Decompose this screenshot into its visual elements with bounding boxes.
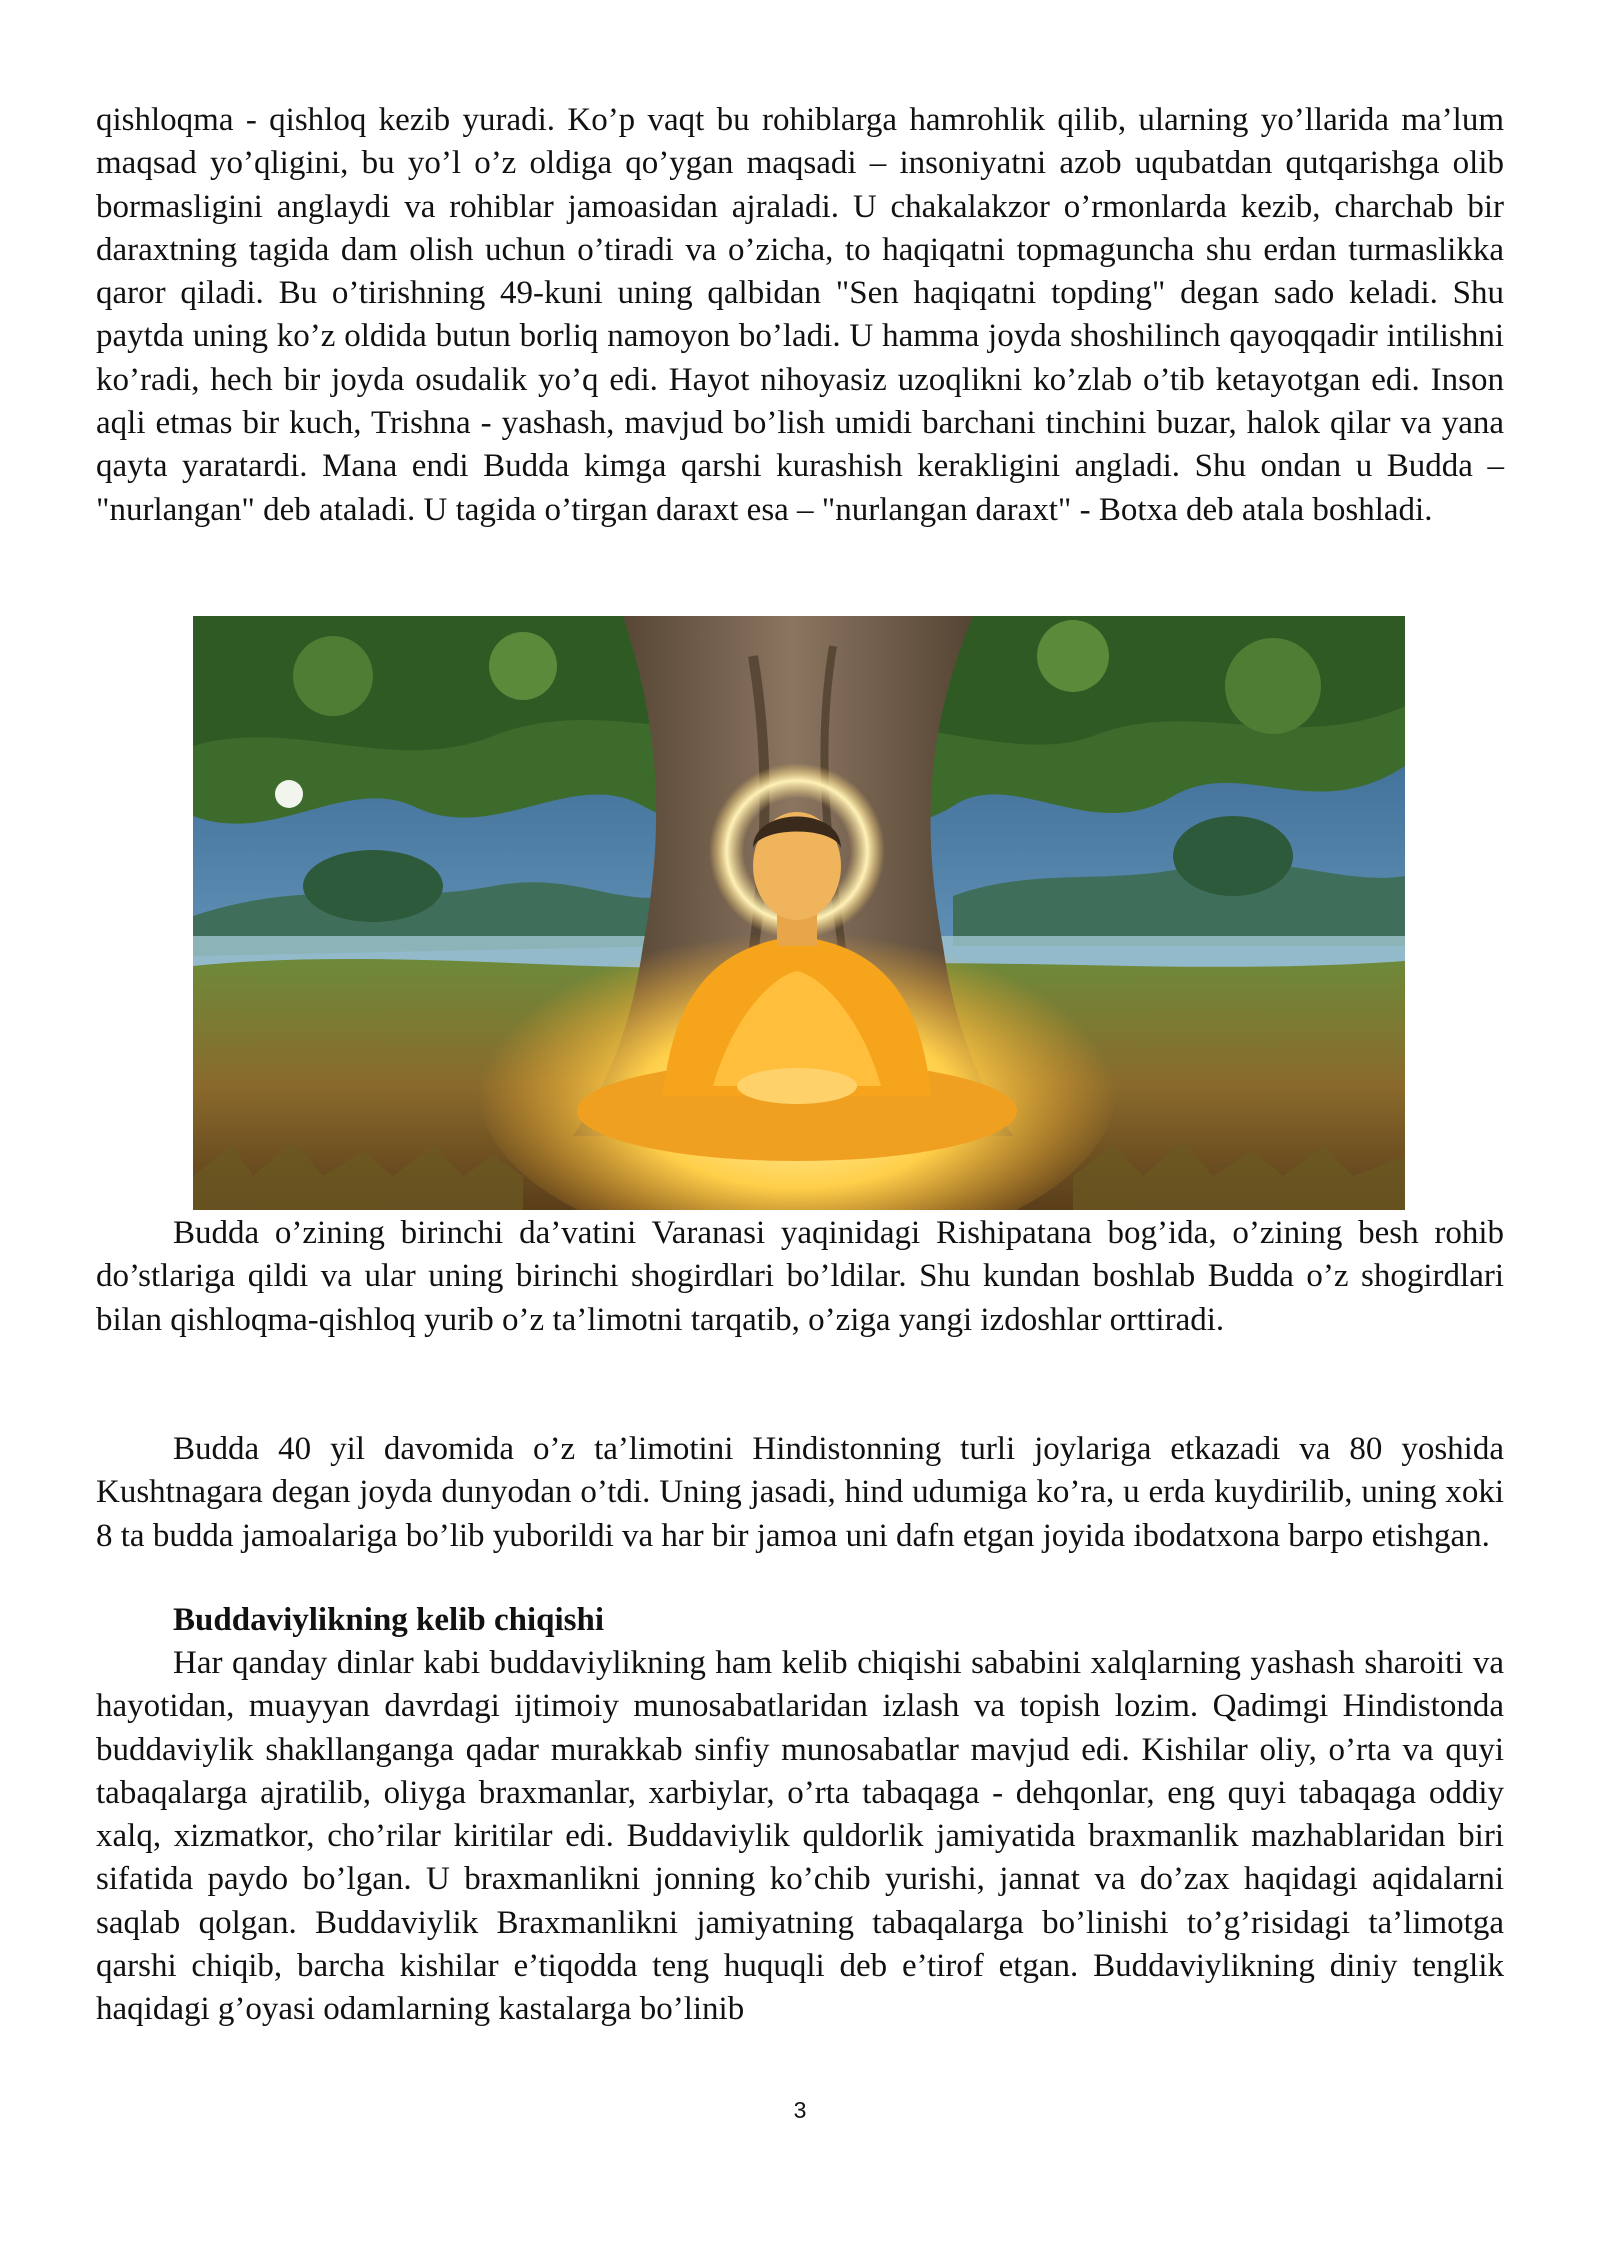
paragraph-3: Budda 40 yil davomida o’z ta’limotini Hindistonning turli joylariga etkazadi va 80 yoshida Kushtnagara degan joyda dunyodan o’tdi. Uning jasadi, hind udumiga ko’ra, u erda kuydirilib, uning xoki 8 ta budda jamoalariga bo’lib yuborildi va har bir jamoa uni dafn etgan joyida ibodatxona barpo etishgan.: [96, 1431, 1504, 1554]
paragraph-2: Budda o’zining birinchi da’vatini Varanasi yaqinidagi Rishipatana bog’ida, o’zining besh rohib do’stlariga qildi va ular uning birinchi shogirdlari bo’ldilar. Shu kundan boshlab Budda o’z shogirdlari bilan qishloqma-qishloq yurib o’z ta’limotni tarqatib, o’ziga yangi izdoshlar orttiradi.: [96, 1215, 1504, 1338]
paragraph-1: qishloqma - qishloq kezib yuradi. Ko’p vaqt bu rohiblarga hamrohlik qilib, ularning yo’llarida ma’lum maqsad yo’qligini, bu yo’l o’z oldiga qo’ygan maqsadi – insoniyatni azob uqubatdan qutqarishga olib bormasligini anglaydi va rohiblar jamoasidan ajraladi. U chakalakzor o’rmonlarda kezib, charchab bir daraxtning tagida dam olish uchun o’tiradi va o’zicha, to haqiqatni topmaguncha shu erdan turmaslikka qaror qiladi. Bu o’tirishning 49-kuni uning qalbidan "Sen haqiqatni topding" degan sado keladi. Shu paytda uning ko’z oldida butun borliq namoyon bo’ladi. U hamma joyda shoshilinch qayoqqadir intilishni ko’radi, hech bir joyda osudalik yo’q edi. Hayot nihoyasiz uzoqlikni ko’zlab o’tib ketayotgan edi. Inson aqli etmas bir kuch, Trishna - yashash, mavjud bo’lish umidi barchani tinchini buzar, halok qilar va yana qayta yaratardi. Mana endi Budda kimga qarshi kurashish kerakligini angladi. Shu ondan u Budda – "nurlangan" deb ataladi. U tagida o’tirgan daraxt esa – "nurlangan daraxt" - Botxa deb atala boshladi.: [96, 102, 1504, 528]
section-heading: Buddaviylikning kelib chiqishi: [173, 1602, 605, 1638]
page-number: 3: [793, 2097, 807, 2123]
buddha-illustration: [193, 616, 1405, 1210]
paragraph-4: Har qanday dinlar kabi buddaviylikning ham kelib chiqishi sababini xalqlarning yashash sharoiti va hayotidan, muayyan davrdagi ijtimoiy munosabatlaridan izlash va topish lozim. Qadimgi Hindistonda buddaviylik shakllanganga qadar murakkab sinfiy munosabatlar mavjud edi. Kishilar oliy, o’rta va quyi tabaqalarga ajratilib, oliyga braxmanlar, xarbiylar, o’rta tabaqaga - dehqonlar, eng quyi tabaqaga oddiy xalq, xizmatkor, cho’rilar kiritilar edi. Buddaviylik quldorlik jamiyatida braxmanlik mazhablaridan biri sifatida paydo bo’lgan. U braxmanlikni jonning ko’chib yurishi, jannat va do’zax haqidagi aqidalarni saqlab qolgan. Buddaviylik Braxmanlikni jamiyatning tabaqalarga bo’linishi to’g’risidagi ta’limotga qarshi chiqib, barcha kishilar e’tiqodda teng huquqli deb e’tirof etgan. Buddaviylikning diniy tenglik haqidagi g’oyasi odamlarning kastalarga bo’linib: [96, 1645, 1504, 2028]
